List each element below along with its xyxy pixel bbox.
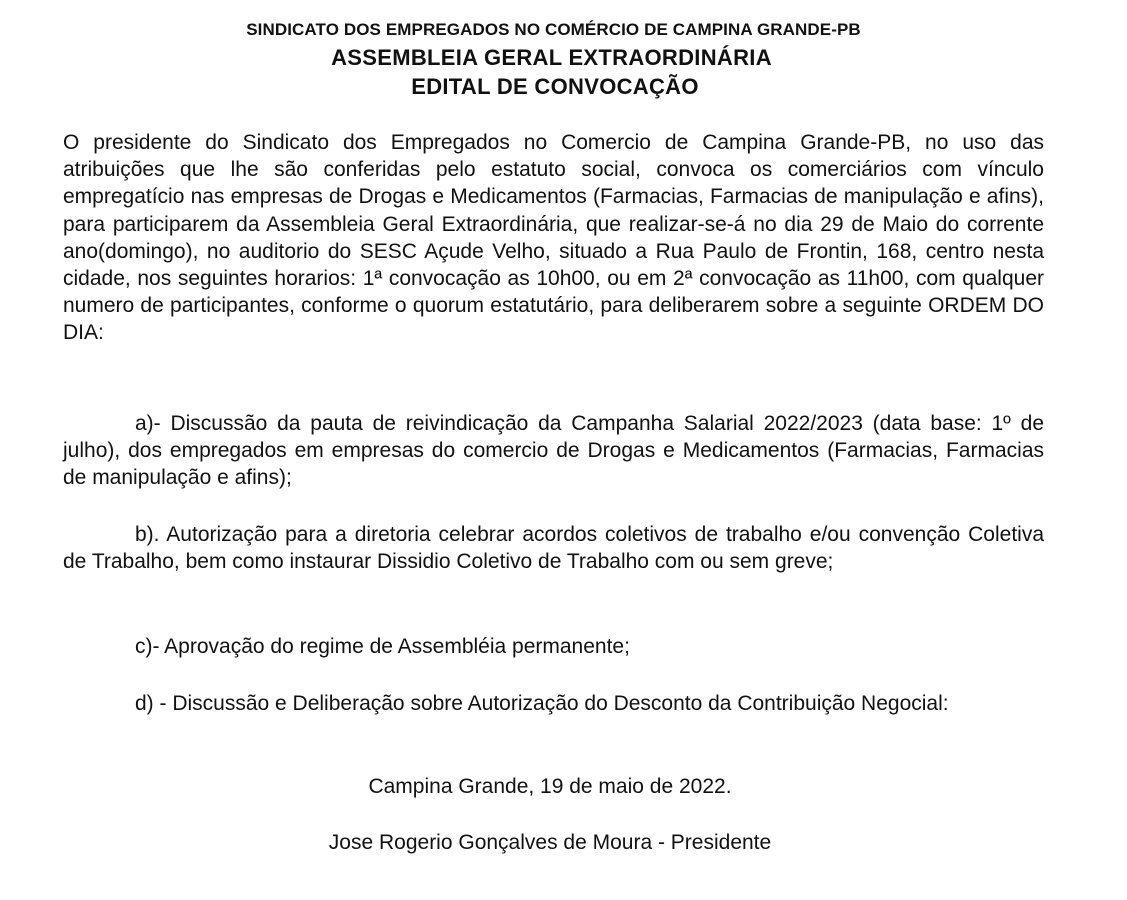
intro-paragraph: O presidente do Sindicato dos Empregados no Comercio de Campina Grande-PB, no uso das atribuições que lhe são conferidas pelo estatuto social, convoca os comerciários com vínculo empregatício nas empresas de Drogas e Medicamentos (Farmacias, Farmacias de manipulação e afins), para participarem da Assembleia Geral Extraordinária, que realizar-se-á no dia 29 de Maio do corrente ano(domingo), no auditorio do SESC Açude Velho, situado a Rua Paulo de Frontin, 168, centro nesta cidade, nos seguintes horarios: 1ª convocação as 10h00, ou em 2ª convocação as 11h00, com qualquer numero de participantes, conforme o quorum estatutário, para deliberarem sobre a seguinte ORDEM DO DIA: xyxy=(63,131,1044,345)
agenda-item-a-text: a)- Discussão da pauta de reivindicação da Campanha Salarial 2022/2023 (data base: 1º de julho), dos empregados em empresas do comercio de Drogas e Medicamentos (Farmacias, Farmacias de manipulação e afins); xyxy=(63,412,1044,490)
signature-line: Jose Rogerio Gonçalves de Moura - Presidente xyxy=(328,831,772,854)
agenda-item-c xyxy=(63,633,1044,660)
document-subtitle: EDITAL DE CONVOCAÇÃO xyxy=(411,74,699,99)
agenda-item-d xyxy=(63,690,1044,717)
document-title: ASSEMBLEIA GERAL EXTRAORDINÁRIA xyxy=(331,45,772,70)
agenda-item-a xyxy=(63,410,1044,492)
agenda-item-b xyxy=(63,521,1044,575)
date-line: Campina Grande, 19 de maio de 2022. xyxy=(368,775,732,798)
agenda-item-d-text: d) - Discussão e Deliberação sobre Autorização do Desconto da Contribuição Negocial: xyxy=(135,692,949,715)
agenda-item-b-text: b). Autorização para a diretoria celebrar acordos coletivos de trabalho e/ou convenção Coletiva de Trabalho, bem como instaurar Dissidio Coletivo de Trabalho com ou sem greve; xyxy=(63,523,1044,574)
organization-heading: SINDICATO DOS EMPREGADOS NO COMÉRCIO DE CAMPINA GRANDE-PB xyxy=(246,20,861,39)
agenda-item-c-text: c)- Aprovação do regime de Assembléia permanente; xyxy=(135,635,630,658)
